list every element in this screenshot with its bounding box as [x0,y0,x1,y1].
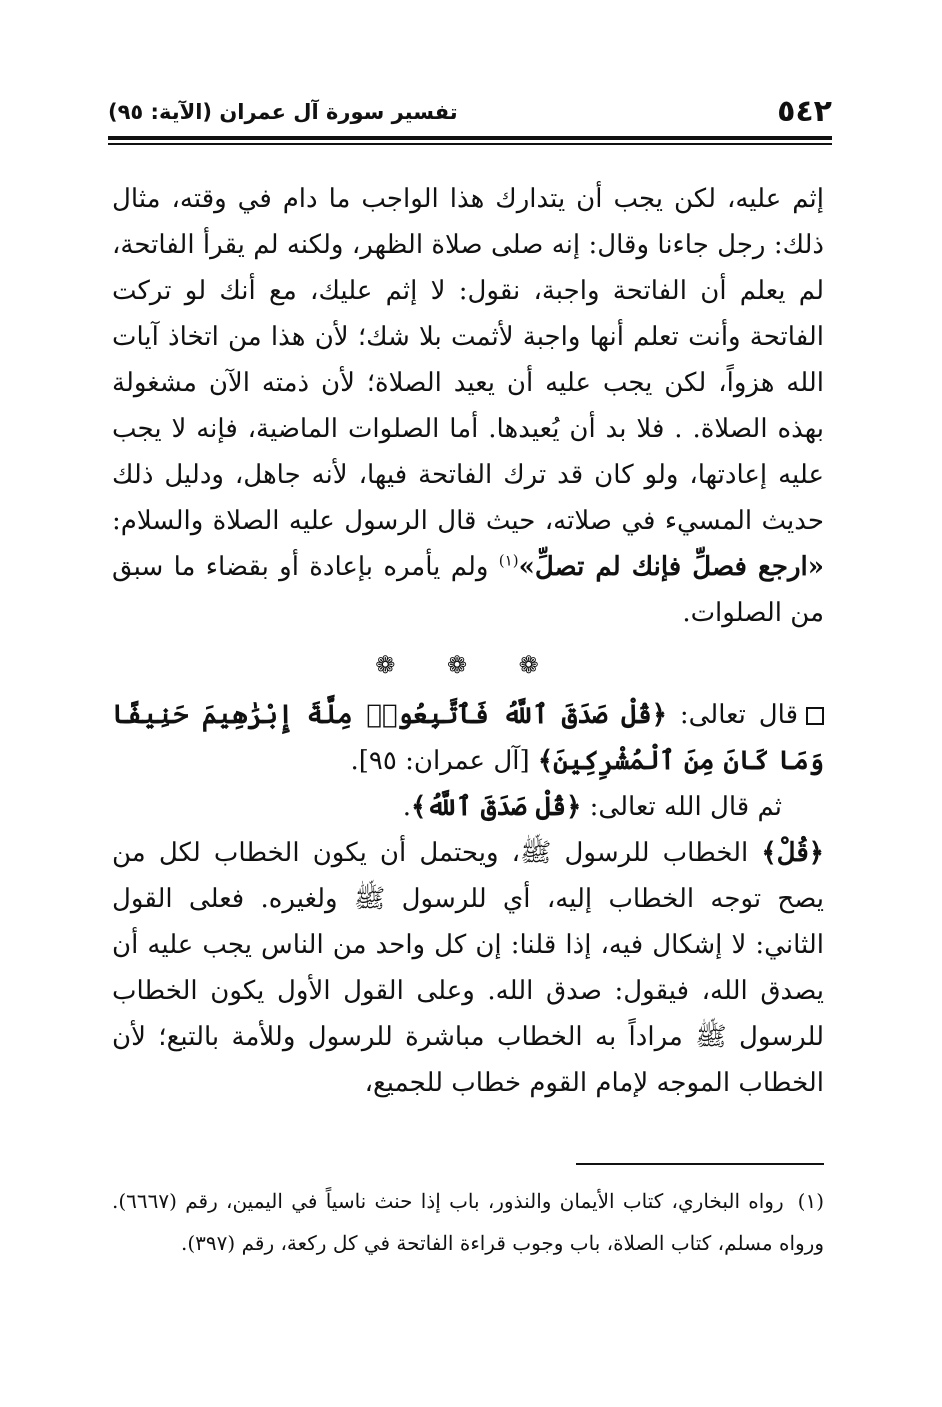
footnote-separator [576,1163,824,1165]
then-intro: ثم قال الله تعالى: [581,792,782,822]
verse-paragraph [112,692,824,784]
paragraph-1-text: إثم عليه، لكن يجب أن يتدارك هذا الواجب ما دام في وقته، مثال ذلك: رجل جاءنا وقال: إنه صلى صلاة الظهر، ولكنه لم يقرأ الفاتحة، لم يعلم أن الفاتحة واجبة، نقول: لا إثم عليك، مع أنك لو تركت الفاتحة وأنت تعلم أنها واجبة لأثمت بلا شك؛ لأن هذا من اتخاذ آيات الله هزواً، لكن يجب عليه أن يعيد الصلاة؛ لأن ذمته الآن مشغولة بهذه الصلاة. . فلا بد أن يُعيدها. أما الصلوات الماضية، فإنه لا يجب عليه إعادتها، ولو كان قد ترك الفاتحة فيها، لأنه جاهل، ودليل ذلك حديث المسيء في صلاته، حيث قال الرسول عليه الصلاة والسلام: [112,184,824,536]
footnote-number: (١) [797,1189,824,1213]
quran-verse: ﴿قُلْ صَدَقَ ٱللَّهُ فَٱتَّبِعُوا۟ مِلَّةَ إِبْرَٰهِيمَ حَنِيفًا وَمَا كَانَ مِنَ ٱلْمُشْرِكِينَ﴾ [112,700,824,776]
footnote-1 [112,1180,824,1264]
paragraph-1-end: ولم يأمره بإعادة أو بقضاء ما سبق من الصلوات. [112,552,824,628]
header-rule-thin [108,143,832,145]
page-number: ٥٤٢ [777,94,832,129]
then-paragraph [112,784,824,830]
section-separator: ❁ ❁ ❁ [375,651,561,679]
paragraph-2-text: الخطاب للرسول ﷺ، ويحتمل أن يكون الخطاب لكل من يصح توجه الخطاب إليه، أي للرسول ﷺ ولغيره. فعلى القول الثاني: لا إشكال فيه، إذا قلنا: إن كل واحد من الناس يجب عليه أن يصدق الله، فيقول: صدق الله. وعلى القول الأول يكون الخطاب للرسول ﷺ مراداً به الخطاب مباشرة للرسول وللأمة بالتبع؛ لأن الخطاب الموجه لإمام القوم خطاب للجميع، [112,838,825,1098]
verse-reference: [آل عمران: ٩٥]. [350,746,538,776]
header-rule-thick [108,136,832,140]
hadith-quote: «ارجع فصلِّ فإنك لم تصلِّ» [518,552,824,582]
paragraph-1 [112,176,824,636]
paragraph-2 [112,830,824,1106]
running-title: تفسير سورة آل عمران (الآية: ٩٥) [108,100,458,124]
then-quote: ﴿قُلْ صَدَقَ ٱللَّهُ﴾ [410,792,582,822]
footnote-reference[interactable]: (١) [498,551,519,570]
page-header [108,92,832,132]
verse-intro: قال تعالى: [666,700,799,730]
footnote-text: رواه البخاري، كتاب الأيمان والنذور، باب إذا حنث ناسياً في اليمين، رقم (٦٦٦٧). ورواه مسلم، كتاب الصلاة، باب وجوب قراءة الفاتحة في كل ركعة، رقم (٣٩٧). [112,1189,824,1255]
then-end: . [402,792,411,822]
square-bullet-icon [806,707,824,725]
footnotes [112,1180,824,1264]
main-text [112,176,824,1106]
paragraph-2-quote: ﴿قُلْ﴾ [761,838,824,868]
